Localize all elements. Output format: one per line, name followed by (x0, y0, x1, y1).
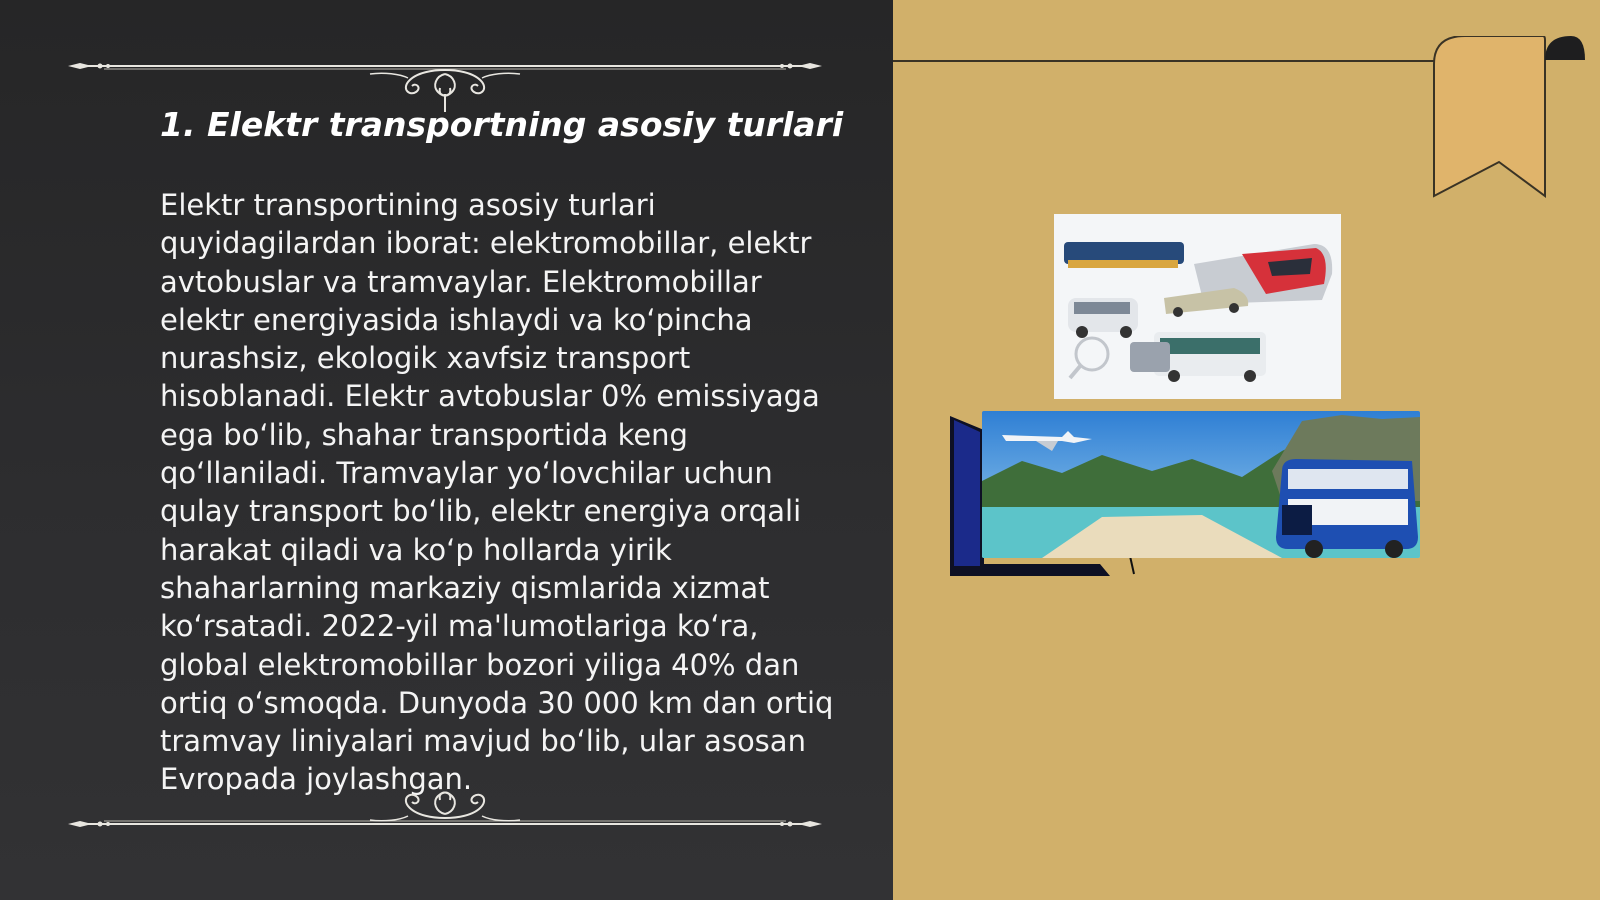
slide-title: 1. Elektr transportning asosiy turlari (160, 105, 844, 144)
bookmark-ribbon-icon (1433, 36, 1585, 198)
airplane-beach-bus-image (982, 411, 1420, 558)
bottom-ornament-divider (64, 782, 826, 842)
transport-collage-image (1054, 214, 1341, 399)
slide-body-text: Elektr transportining asosiy turlari quyidagilardan iborat: elektromobillar, elektr avtobuslar va tramvaylar. Elektromobillar elektr energiyasida ishlaydi va ko‘pincha nurashsiz, ekologik xavfsiz transport hisoblanadi. Elektr avtobuslar 0% emissiyaga ega bo‘lib, shahar transportida keng qo‘llaniladi. Tramvaylar yo‘lovchilar uchun qulay transport bo‘lib, elektr energiya orqali harakat qiladi va ko‘p hollarda yirik shaharlarning markaziy qismlarida xizmat ko‘rsatadi. 2022-yil ma'lumotlariga ko‘ra, global elektromobillar bozori yiliga 40% dan ortiq o‘smoqda. Dunyoda 30 000 km dan ortiq tramvay liniyalari mavjud bo‘lib, ular asosan Evropada joylashgan. (160, 188, 834, 797)
top-rule-line (893, 60, 1438, 62)
